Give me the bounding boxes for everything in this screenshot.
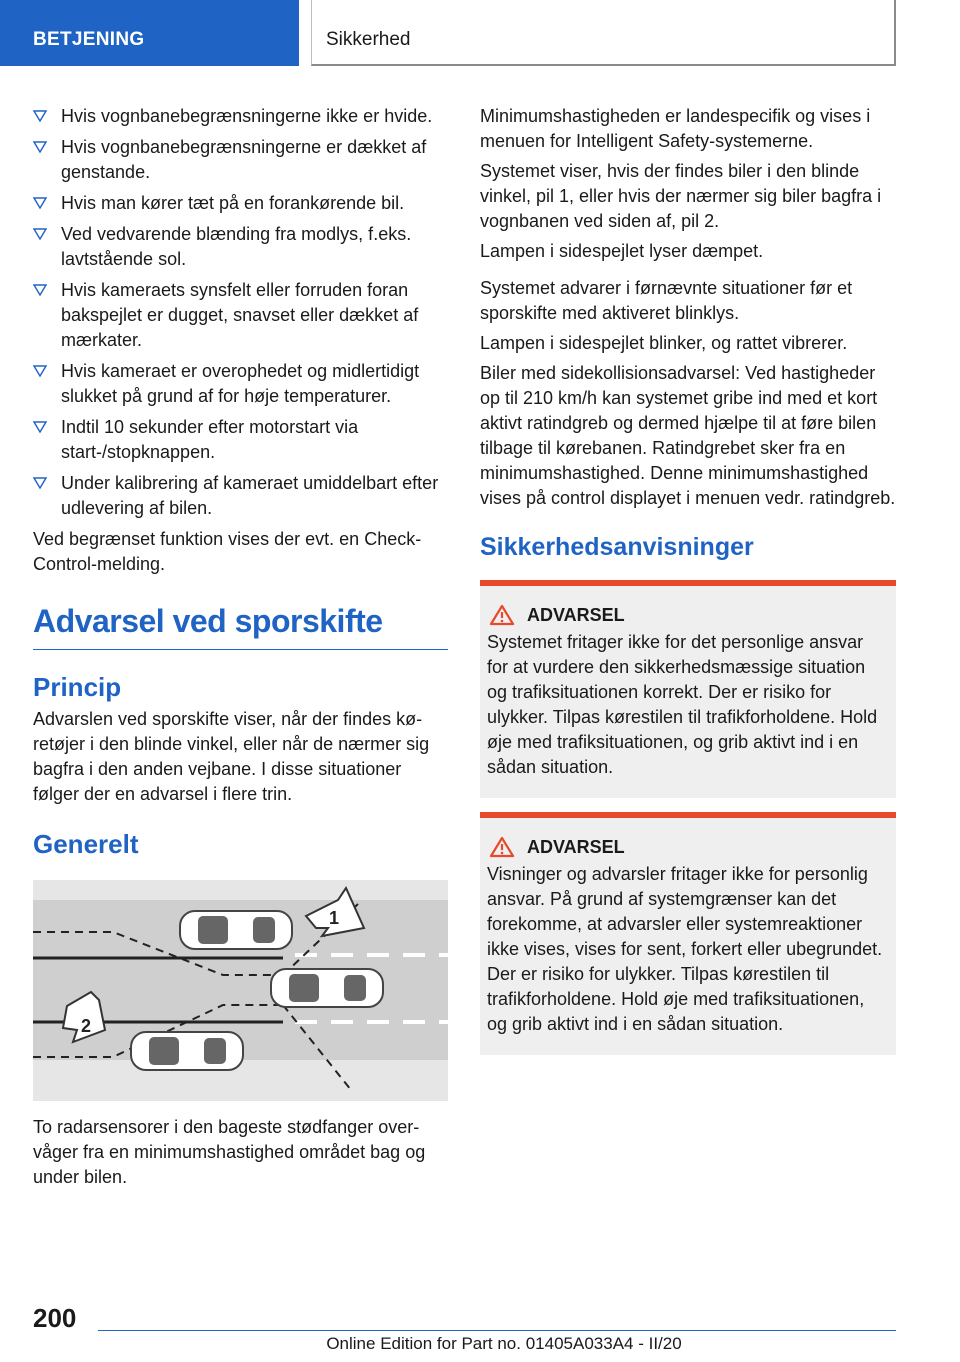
svg-text:1: 1 — [329, 908, 340, 928]
safety-heading: Sikkerhedsanvisninger — [480, 533, 754, 561]
principle-heading: Princip — [33, 672, 122, 702]
general-heading: Generelt — [33, 829, 139, 859]
list-item: Hvis kameraet er overophedet og midlertidigt slukket på grund af for høje temperaturer. — [33, 359, 448, 409]
bullet-triangle-icon — [33, 109, 47, 123]
list-item: Hvis vognbanebegrænsningerne er dækket af genstande. — [33, 135, 448, 185]
paragraph: Systemet advarer i førnævnte situationer før et sporskifte med aktiveret blinklys. — [480, 278, 853, 323]
warning-text: Visninger og advarsler fritager ikke for personlig ansvar. På grund af systemgrænser kan det forekomme, at advarsler eller systemreaktioner ikke vises, vises for sent, forkert eller ubegrundet. Der er risiko for ulykker. Tilpas kørestilen til trafikforholdene. Hold øje med trafiksituationen, og grib aktivt ind i en sådan situation. — [487, 864, 883, 1034]
check-control-note: Ved begrænset funktion vises der evt. en Check-Control-melding. — [33, 529, 422, 574]
page-number: 200 — [33, 1303, 77, 1333]
list-item: Hvis man kører tæt på en forankørende bil. — [33, 191, 448, 216]
car-icon — [131, 1032, 243, 1070]
list-item: Hvis vognbanebegrænsningerne ikke er hvide. — [33, 104, 448, 129]
edition-note: Online Edition for Part no. 01405A033A4 - II/20 — [326, 1334, 682, 1353]
list-item: Ved vedvarende blænding fra modlys, f.eks. lavtstående sol. — [33, 222, 448, 272]
bullet-triangle-icon — [33, 420, 47, 434]
left-column — [33, 104, 448, 1195]
warning-triangle-icon — [489, 836, 515, 858]
section-tab: BETJENING — [0, 0, 299, 66]
principle-text: Advarslen ved sporskifte viser, når der findes køretøjer i den blinde vinkel, eller når de nærmer sig bagfra i den anden vejbane. I disse situationer følger der en advarsel i flere trin. — [33, 709, 430, 804]
list-item: Under kalibrering af kameraet umiddelbart efter udlevering af bilen. — [33, 471, 448, 521]
list-item: Hvis kameraets synsfelt eller forruden foran bakspejlet er dugget, snavset eller dækket af mærkater. — [33, 278, 448, 353]
paragraph: Minimumshastigheden er landespecifik og vises i menuen for Intelligent Safety-systemerne. — [480, 106, 871, 151]
car-icon — [271, 969, 383, 1007]
paragraph: Systemet viser, hvis der findes biler i den blinde vinkel, pil 1, eller hvis der nærmer sig biler bagfra i vognbanen ved siden af, pil 2. — [480, 161, 882, 231]
paragraph: Lampen i sidespejlet lyser dæmpet. — [480, 241, 764, 261]
paragraph: Biler med sidekollisionsadvarsel: Ved hastigheder op til 210 km/h kan systemet gribe ind med et kort aktivt ratindgreb og dermed hjælpe til at føre bilen tilbage til kørebanen. Ratindgrebet sker fra en minimumshastighed. Denne minimumshastighed vises på control displayet i menuen vedr. ratindgreb. — [480, 363, 896, 508]
footer-divider — [98, 1330, 896, 1331]
warning-box — [480, 812, 896, 1055]
warning-box — [480, 580, 896, 798]
bullet-triangle-icon — [33, 476, 47, 490]
radar-text: To radarsensorer i den bageste stødfanger overvåger fra en minimumshastighed området bag og under bilen. — [33, 1117, 426, 1187]
warning-text: Systemet fritager ikke for det personlige ansvar for at vurdere den sikkerhedsmæssige situation og trafiksituationen korrekt. Der er risiko for ulykker. Tilpas kørestilen til trafikforholdene. Hold øje med trafiksituationen, og grib aktivt ind i en sådan situation. — [487, 632, 878, 777]
bullet-triangle-icon — [33, 196, 47, 210]
bullet-triangle-icon — [33, 227, 47, 241]
limitations-list — [33, 104, 448, 521]
list-item: Indtil 10 sekunder efter motorstart via start-/stopknappen. — [33, 415, 448, 465]
lane-change-illustration — [33, 880, 448, 1101]
paragraph: Lampen i sidespejlet blinker, og rattet vibrerer. — [480, 333, 848, 353]
section-heading: Advarsel ved sporskifte — [33, 603, 448, 650]
bullet-triangle-icon — [33, 140, 47, 154]
right-column — [480, 104, 896, 1069]
warning-title: ADVARSEL — [527, 604, 625, 625]
warning-triangle-icon — [489, 604, 515, 626]
warning-title: ADVARSEL — [527, 836, 625, 857]
bullet-triangle-icon — [33, 283, 47, 297]
svg-text:2: 2 — [81, 1016, 92, 1036]
page-title: Sikkerhed — [311, 0, 896, 66]
bullet-triangle-icon — [33, 364, 47, 378]
car-icon — [180, 911, 292, 949]
